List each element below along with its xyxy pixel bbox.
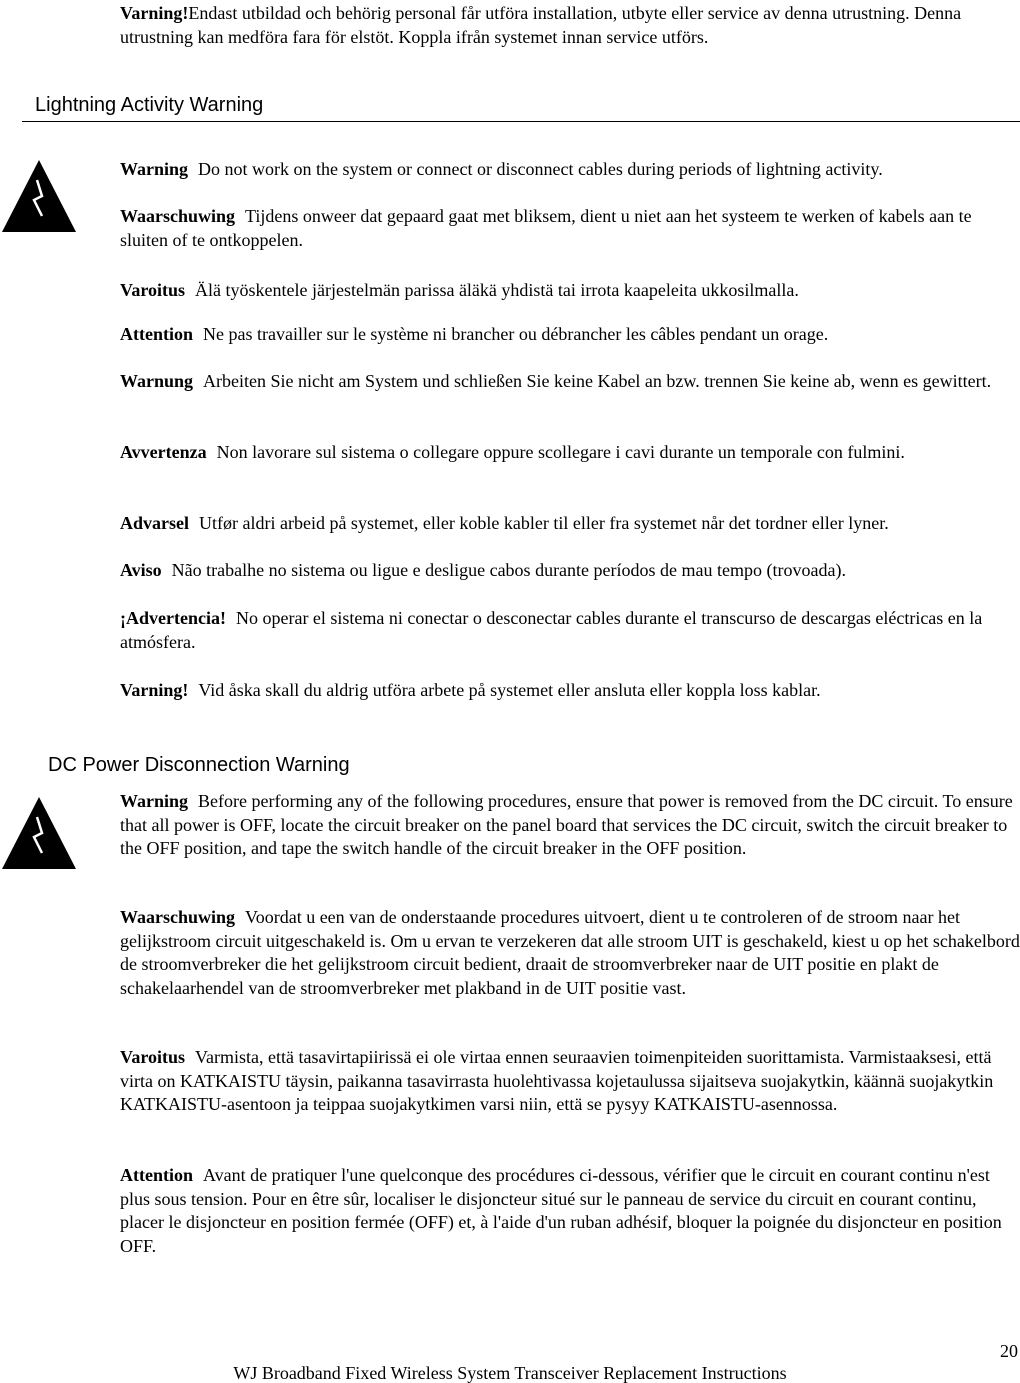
warning-text: Ne pas travailler sur le système ni brancher ou débrancher les câbles pendant un orage. [203,324,829,344]
divider [22,121,1020,122]
warning-triangle-lightning-icon [0,795,78,871]
warning-text: Utfør aldri arbeid på systemet, eller koble kabler til eller fra systemet når det tordner eller lyner. [199,513,889,533]
warning-text: Avant de pratiquer l'une quelconque des procédures ci-dessous, vérifier que le circuit en courant continu n'est plus sous tension. Pour en être sûr, localiser le disjoncteur situé sur le panneau de service du circuit en courant continu, placer le disjoncteur en position fermée (OFF) et, à l'aide d'un ruban adhésif, bloquer la poignée du disjoncteur en position OFF. [120,1165,1002,1256]
warning-label: Warnung [120,371,194,391]
warning-label: Varoitus [120,280,186,300]
warning-label: Advarsel [120,513,189,533]
warning-paragraph [120,1164,1020,1258]
warning-text: Arbeiten Sie nicht am System und schließen Sie keine Kabel an bzw. trennen Sie keine ab, wenn es gewittert. [203,371,992,391]
warning-paragraph [120,205,1020,252]
intro-label: Varning! [120,3,189,23]
warning-paragraph [120,1046,1020,1117]
warning-paragraph [120,607,1020,654]
warning-paragraph [120,906,1020,1000]
section-heading: DC Power Disconnection Warning [48,754,350,776]
section-heading: Lightning Activity Warning [35,94,264,116]
warning-text: Varmista, että tasavirtapiirissä ei ole virtaa ennen seuraavien toimenpiteiden suorittamista. Varmistaaksesi, että virta on KATKAISTU täysin, paikanna tasavirrasta huolehtivassa kojetaulussa sijaitseva suojakytkin, käännä suojakytkin KATKAISTU-asentoon ja teippaa suojakytkimen varsi niin, että se pysyy KATKAISTU-asennossa. [120,1047,994,1114]
warning-label: Aviso [120,560,162,580]
warning-paragraph [120,512,1020,536]
warning-label: Warning [120,791,189,811]
warning-text: Tijdens onweer dat gepaard gaat met bliksem, dient u niet aan het systeem te werken of kabels aan te sluiten of te ontkoppelen. [120,206,972,250]
warning-text: Älä työskentele järjestelmän parissa äläkä yhdistä tai irrota kaapeleita ukkosilmalla. [195,280,799,300]
warning-text: Non lavorare sul sistema o collegare oppure scollegare i cavi durante un temporale con fulmini. [216,442,905,462]
warning-text: Não trabalhe no sistema ou ligue e desligue cabos durante períodos de mau tempo (trovoada). [171,560,846,580]
page-number: 20 [1000,1341,1018,1361]
warning-paragraph [120,790,1020,861]
warning-label: Warning [120,159,189,179]
warning-paragraph [120,441,1020,465]
warning-text: Do not work on the system or connect or disconnect cables during periods of lightning activity. [198,159,883,179]
warning-paragraph [120,158,1020,182]
footer-title: WJ Broadband Fixed Wireless System Transceiver Replacement Instructions [233,1363,787,1383]
warning-text: Voordat u een van de onderstaande procedures uitvoert, dient u te controleren of de stroom naar het gelijkstroom circuit uitgeschakeld is. Om u ervan te verzekeren dat alle stroom UIT is geschakeld, kiest u op het schakelbord de stroomverbreker die het gelijkstroom circuit bedient, draait de stroomverbreker naar de UIT positie en plakt de schakelaarhendel van de stroomverbreker met plakband in de UIT positie vast. [120,907,1020,998]
warning-text: Vid åska skall du aldrig utföra arbete på systemet eller ansluta eller koppla loss kablar. [198,680,821,700]
warning-paragraph [120,370,1020,394]
warning-label: ¡Advertencia! [120,608,226,628]
warning-label: Avvertenza [120,442,207,462]
intro-paragraph [120,2,1020,49]
warning-label: Varoitus [120,1047,186,1067]
warning-paragraph [120,323,1020,347]
warning-label: Varning! [120,680,189,700]
warning-label: Waarschuwing [120,206,236,226]
warning-text: Before performing any of the following procedures, ensure that power is removed from the DC circuit. To ensure that all power is OFF, locate the circuit breaker on the panel board that services the DC circuit, switch the circuit breaker to the OFF position, and tape the switch handle of the circuit breaker in the OFF position. [120,791,1013,858]
warning-label: Attention [120,324,193,344]
warning-text: No operar el sistema ni conectar o desconectar cables durante el transcurso de descargas eléctricas en la atmósfera. [120,608,983,652]
warning-paragraph [120,279,1020,303]
warning-triangle-lightning-icon [0,158,78,234]
warning-label: Attention [120,1165,193,1185]
intro-text: Endast utbildad och behörig personal får utföra installation, utbyte eller service av denna utrustning. Denna utrustning kan medföra fara för elstöt. Koppla ifrån systemet innan service utförs. [120,3,962,47]
warning-paragraph [120,679,1020,703]
warning-paragraph [120,559,1020,583]
warning-label: Waarschuwing [120,907,236,927]
